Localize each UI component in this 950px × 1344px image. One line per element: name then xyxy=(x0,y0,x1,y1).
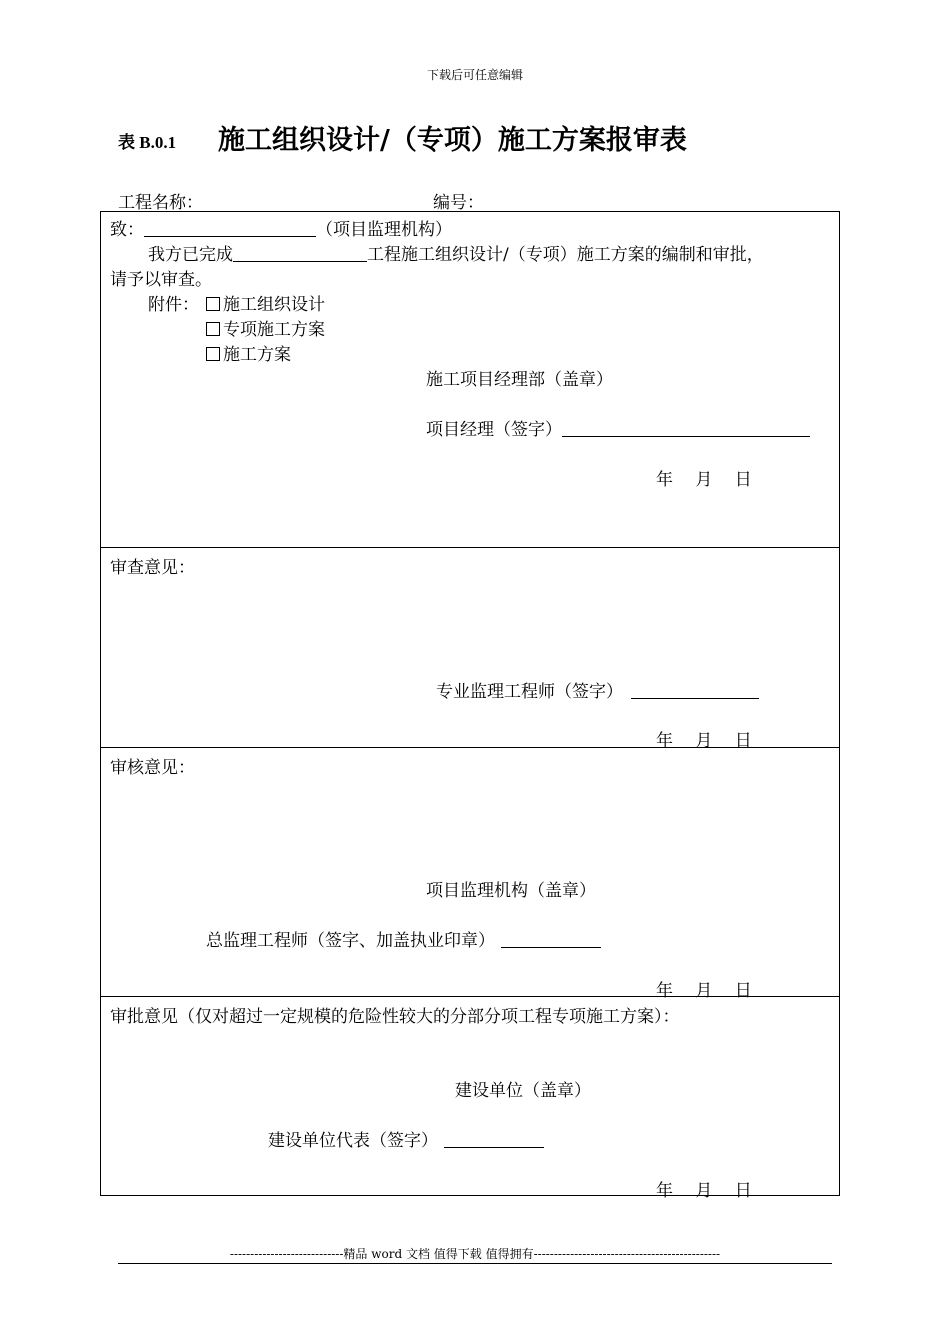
footer-rule xyxy=(118,1263,832,1264)
chief-sign-line xyxy=(206,926,601,951)
owner-stamp-label: 建设单位（盖章） xyxy=(455,1081,591,1101)
section-divider xyxy=(100,547,840,548)
owner-rep-sign-line xyxy=(268,1126,544,1151)
submit-date: 年 月 日 xyxy=(656,470,752,490)
submission-body xyxy=(148,240,764,265)
dept-stamp-label: 施工项目经理部（盖章） xyxy=(426,370,613,390)
body-suffix: 工程施工组织设计/（专项）施工方案的编制和审批， xyxy=(367,245,764,265)
submission-body-line2: 请予以审查。 xyxy=(110,270,212,290)
attachment-item[interactable] xyxy=(206,340,291,365)
engineer-sign-label: 专业监理工程师（签字） xyxy=(436,682,623,702)
form-code: 表 B.0.1 xyxy=(118,133,177,152)
header-note: 下载后可任意编辑 xyxy=(426,68,523,82)
body-prefix: 我方已完成 xyxy=(148,245,233,265)
attachment-item[interactable] xyxy=(206,315,325,340)
chief-signature-blank[interactable] xyxy=(501,930,601,948)
review-label: 审查意见： xyxy=(110,558,195,578)
checkbox-icon[interactable] xyxy=(206,297,220,311)
engineer-sign-line xyxy=(436,677,759,702)
manager-signature-blank[interactable] xyxy=(562,419,810,437)
attachment-text: 专项施工方案 xyxy=(223,320,325,340)
review-date: 年 月 日 xyxy=(656,731,752,751)
footer-text: ----------------------------精品 word 文档 值得下载 值得拥有---------------------------------------------- xyxy=(229,1247,721,1261)
to-suffix: （项目监理机构） xyxy=(316,220,452,240)
to-recipient-blank[interactable] xyxy=(144,219,316,237)
approve-date: 年 月 日 xyxy=(656,1181,752,1201)
checkbox-icon[interactable] xyxy=(206,347,220,361)
audit-label: 审核意见： xyxy=(110,758,195,778)
engineer-signature-blank[interactable] xyxy=(631,681,759,699)
manager-sign-line xyxy=(426,415,810,440)
owner-rep-sign-label: 建设单位代表（签字） xyxy=(268,1131,438,1151)
project-blank[interactable] xyxy=(233,244,367,262)
project-name-label: 工程名称： xyxy=(118,193,203,213)
attachment-item[interactable] xyxy=(206,290,325,315)
owner-rep-signature-blank[interactable] xyxy=(444,1130,544,1148)
chief-sign-label: 总监理工程师（签字、加盖执业印章） xyxy=(206,931,495,951)
to-line xyxy=(110,215,452,240)
attachment-text: 施工组织设计 xyxy=(223,295,325,315)
approve-label: 审批意见（仅对超过一定规模的危险性较大的分部分项工程专项施工方案）： xyxy=(110,1007,680,1027)
attachment-label: 附件： xyxy=(148,295,199,315)
form-title: 施工组织设计/（专项）施工方案报审表 xyxy=(218,125,687,156)
to-label: 致： xyxy=(110,220,144,240)
number-label: 编号： xyxy=(433,193,484,213)
checkbox-icon[interactable] xyxy=(206,322,220,336)
manager-sign-label: 项目经理（签字） xyxy=(426,420,562,440)
attachment-text: 施工方案 xyxy=(223,345,291,365)
audit-date: 年 月 日 xyxy=(656,981,752,1001)
org-stamp-label: 项目监理机构（盖章） xyxy=(426,881,596,901)
